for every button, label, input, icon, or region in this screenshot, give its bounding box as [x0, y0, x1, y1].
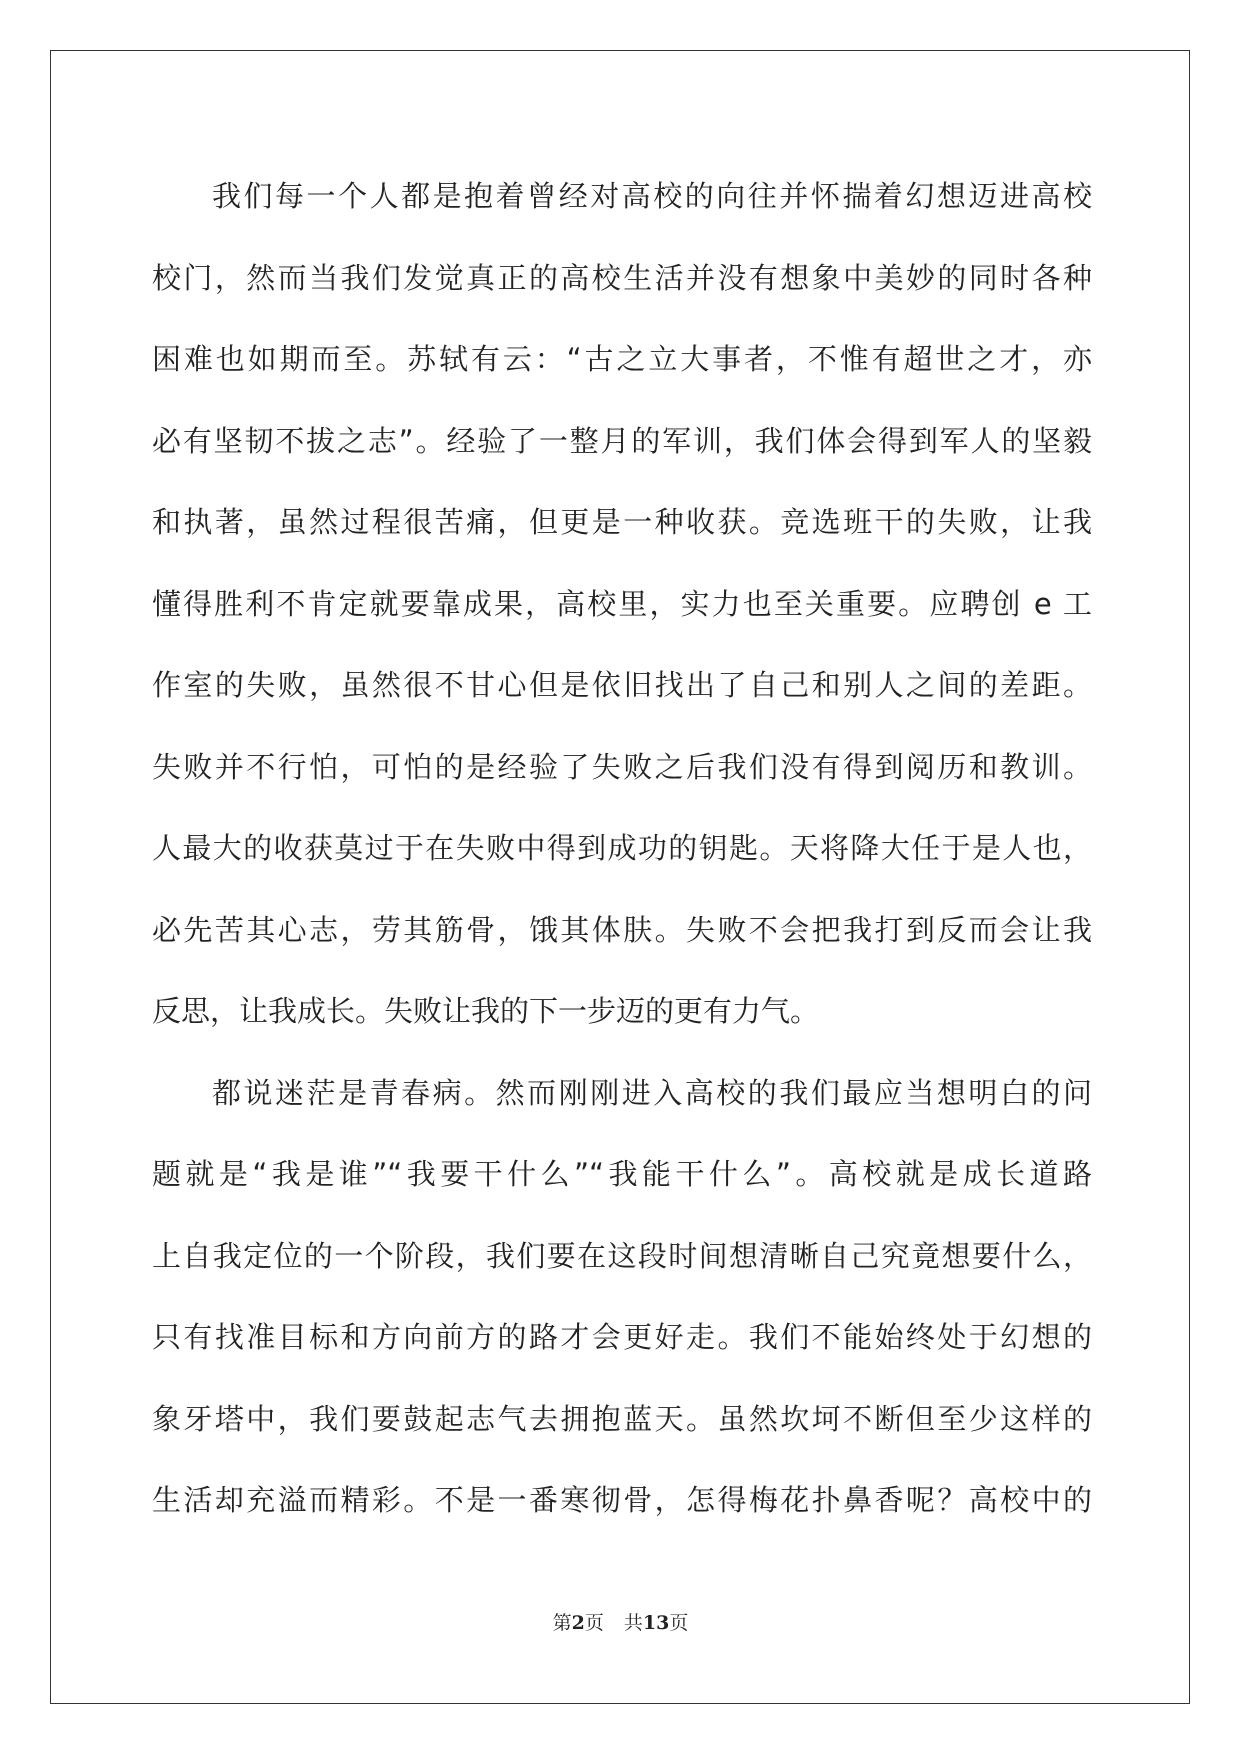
text-line: 作室的失败，虽然很不甘心但是依旧找出了自己和别人之间的差距。 — [152, 668, 1092, 702]
text-line: 失败并不行怕，可怕的是经验了失败之后我们没有得到阅历和教训。 — [152, 749, 1092, 784]
text-line: 题就是“我是谁”“我要干什么”“我能干什么”。高校就是成长道路 — [152, 1157, 1092, 1191]
text-line: 上自我定位的一个阶段，我们要在这段时间想清晰自己究竟想要什么， — [152, 1238, 1092, 1273]
text-line: 和执著，虽然过程很苦痛，但更是一种收获。竞选班干的失败，让我 — [152, 505, 1092, 539]
text-line: 必先苦其心志，劳其筋骨，饿其体肤。失败不会把我打到反而会让我 — [152, 912, 1092, 947]
text-line: 只有找准目标和方向前方的路才会更好走。我们不能始终处于幻想的 — [152, 1320, 1092, 1354]
paragraph-2 — [152, 1053, 1092, 1542]
current-page-number: 2 — [571, 1612, 585, 1634]
page-footer — [0, 1608, 1241, 1635]
footer-total-suffix: 页 — [669, 1612, 689, 1634]
footer-prefix: 第 — [552, 1612, 572, 1634]
text-line: 我们每一个人都是抱着曾经对高校的向往并怀揣着幻想迈进高校 — [212, 179, 1092, 213]
text-line: 懂得胜利不肯定就要靠成果，高校里，实力也至关重要。应聘创 e 工 — [152, 586, 1092, 621]
footer-total-prefix: 共 — [623, 1612, 643, 1634]
total-page-count: 13 — [642, 1612, 670, 1634]
text-line: 都说迷茫是青春病。然而刚刚进入高校的我们最应当想明白的问 — [212, 1075, 1092, 1110]
text-line: 校门，然而当我们发觉真正的高校生活并没有想象中美妙的同时各种 — [152, 260, 1092, 295]
paragraph-1 — [152, 156, 1092, 1053]
text-line: 反思，让我成长。失败让我的下一步迈的更有力气。 — [152, 994, 820, 1028]
document-body — [152, 156, 1092, 1542]
text-line: 象牙塔中，我们要鼓起志气去拥抱蓝天。虽然坎坷不断但至少这样的 — [152, 1401, 1092, 1436]
text-line: 生活却充溢而精彩。不是一番寒彻骨，怎得梅花扑鼻香呢？高校中的 — [152, 1483, 1092, 1517]
text-line: 人最大的收获莫过于在失败中得到成功的钥匙。天将降大任于是人也， — [152, 831, 1092, 865]
text-line: 困难也如期而至。苏轼有云：“古之立大事者，不惟有超世之才，亦 — [152, 342, 1092, 376]
text-line: 必有坚韧不拔之志”。经验了一整月的军训，我们体会得到军人的坚毅 — [152, 423, 1092, 458]
footer-page-suffix: 页 — [584, 1612, 604, 1634]
